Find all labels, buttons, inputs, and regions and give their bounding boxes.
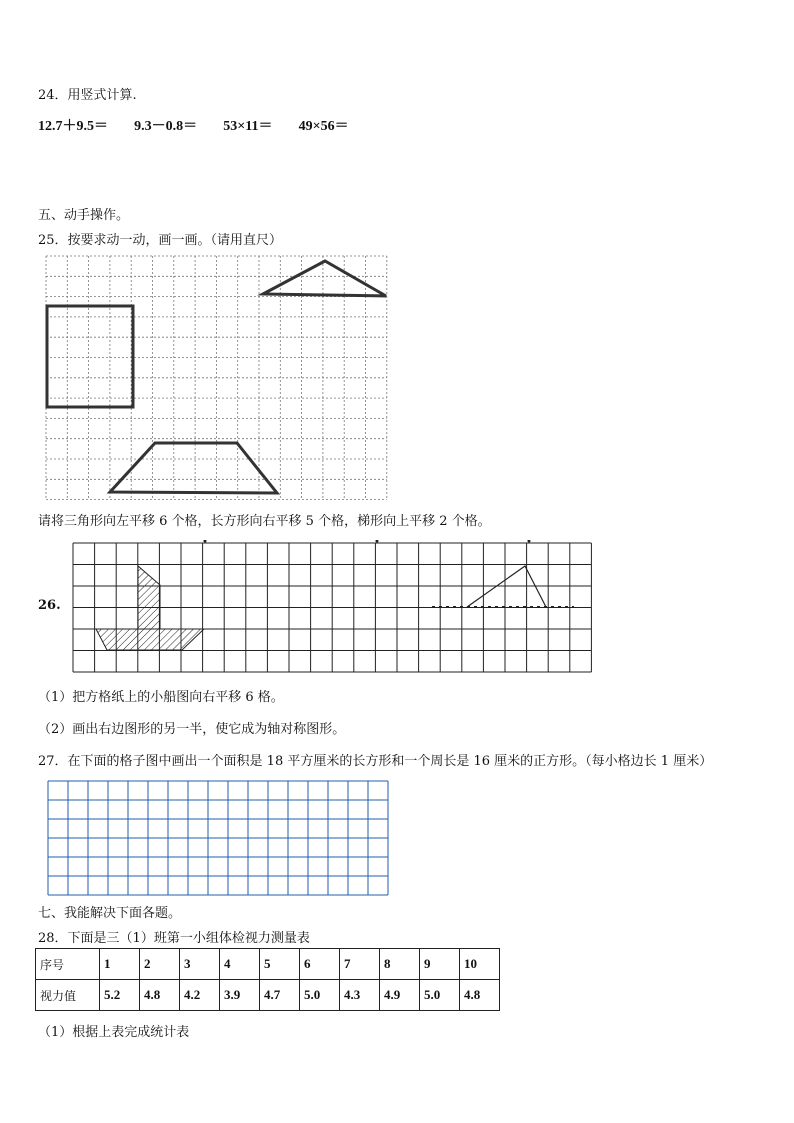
q28-part1: （1）根据上表完成统计表 — [38, 1025, 190, 1040]
table-cell: 4.3 — [340, 980, 380, 1011]
table-cell: 1 — [100, 949, 140, 980]
table-row-numbers — [36, 949, 500, 980]
expression-1: 12.7＋9.5＝ — [38, 119, 108, 134]
q26-part2: （2）画出右边图形的另一半，使它成为轴对称图形。 — [38, 722, 346, 737]
boat-hull — [96, 629, 204, 650]
table-cell: 4 — [220, 949, 260, 980]
trapezoid-shape — [110, 443, 277, 493]
section5-heading: 五、动手操作。 — [38, 208, 130, 223]
expression-4: 49×56＝ — [298, 119, 349, 134]
triangle-shape — [263, 261, 386, 296]
table-cell: 3.9 — [220, 980, 260, 1011]
table-cell: 5.2 — [100, 980, 140, 1011]
q26-part1: （1）把方格纸上的小船图向右平移 6 格。 — [38, 690, 284, 705]
table-cell: 4.8 — [140, 980, 180, 1011]
q25-title: 25．按要求动一动，画一画。（请用直尺） — [38, 233, 283, 248]
table-cell: 3 — [180, 949, 220, 980]
q27-grid — [46, 779, 390, 896]
table-cell: 8 — [380, 949, 420, 980]
q26-grid — [70, 540, 594, 674]
q24-title: 24．用竖式计算. — [38, 88, 137, 103]
q28-title: 28．下面是三（1）班第一小组体检视力测量表 — [38, 931, 310, 946]
table-cell: 4.2 — [180, 980, 220, 1011]
row-label-vision: 视力值 — [36, 980, 100, 1011]
table-cell: 6 — [300, 949, 340, 980]
q26-number: 26. — [38, 598, 61, 613]
q27-title: 27．在下面的格子图中画出一个面积是 18 平方厘米的长方形和一个周长是 16 厘米的正方形。（每小格边长 1 厘米） — [38, 754, 713, 769]
section7-heading: 七、我能解决下面各题。 — [38, 906, 182, 921]
table-cell: 4.8 — [460, 980, 500, 1011]
table-cell: 2 — [140, 949, 180, 980]
expression-2: 9.3－0.8＝ — [134, 119, 198, 134]
rectangle-shape — [47, 306, 133, 407]
table-cell: 5.0 — [420, 980, 460, 1011]
table-cell: 5.0 — [300, 980, 340, 1011]
q24-expressions — [38, 115, 371, 135]
vision-table — [35, 948, 500, 1011]
table-row-values — [36, 980, 500, 1011]
row-label-number: 序号 — [36, 949, 100, 980]
table-cell: 5 — [260, 949, 300, 980]
q25-instruction: 请将三角形向左平移 6 个格，长方形向右平移 5 个格，梯形向上平移 2 个格。 — [38, 514, 491, 529]
table-cell: 4.9 — [380, 980, 420, 1011]
table-cell: 7 — [340, 949, 380, 980]
q25-dotted-grid — [44, 254, 392, 500]
table-cell: 10 — [460, 949, 500, 980]
table-cell: 9 — [420, 949, 460, 980]
boat-sail — [138, 566, 160, 629]
table-cell: 4.7 — [260, 980, 300, 1011]
expression-3: 53×11＝ — [223, 119, 273, 134]
